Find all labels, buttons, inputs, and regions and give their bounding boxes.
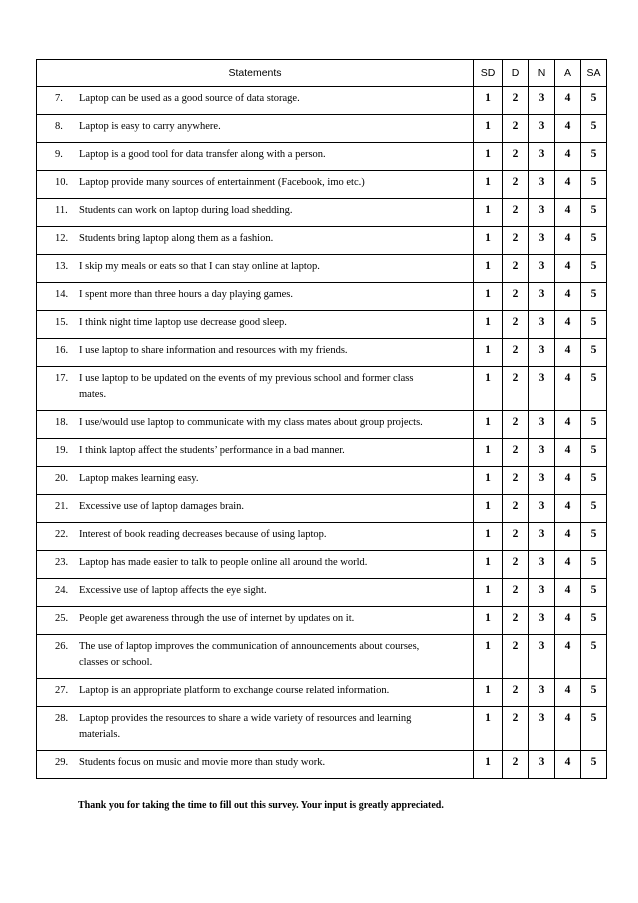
statement-cell [37,311,474,339]
rating-n-cell[interactable]: 3 [529,411,555,439]
statement-text: Excessive use of laptop damages brain. [79,501,245,512]
statement-number: 11. [55,205,68,216]
rating-d-cell[interactable]: 2 [503,339,529,367]
rating-sd-cell[interactable]: 1 [474,283,503,311]
sa-header: SA [581,60,607,87]
statement-cell [37,143,474,171]
rating-n-cell[interactable]: 3 [529,523,555,551]
statement-number: 21. [55,501,69,512]
table-row [37,227,607,255]
statement-number: 29. [55,757,69,768]
rating-sa-cell[interactable]: 5 [581,199,607,227]
statement-cell [37,523,474,551]
rating-sd-cell[interactable]: 1 [474,495,503,523]
rating-n-cell[interactable]: 3 [529,115,555,143]
statement-text: Students bring laptop along them as a fashion. [79,233,274,244]
n-header: N [529,60,555,87]
statement-cell [37,707,474,751]
rating-a-cell[interactable]: 4 [555,707,581,751]
rating-n-cell[interactable]: 3 [529,607,555,635]
rating-n-cell[interactable]: 3 [529,467,555,495]
thank-you-note: Thank you for taking the time to fill out this survey. Your input is greatly appreciated. [78,800,444,811]
rating-sa-cell[interactable]: 5 [581,551,607,579]
statement-text: Laptop can be used as a good source of data storage. [79,93,300,104]
rating-d-cell[interactable]: 2 [503,143,529,171]
rating-sd-cell[interactable]: 1 [474,171,503,199]
table-row [37,199,607,227]
statement-number: 28. [55,713,69,724]
statement-text-continued: classes or school. [79,657,153,668]
statement-text: Laptop has made easier to talk to people online all around the world. [79,557,368,568]
statement-text: Laptop provides the resources to share a wide variety of resources and learning [79,713,412,724]
table-header-row [37,60,607,87]
statement-cell [37,495,474,523]
rating-a-cell[interactable]: 4 [555,523,581,551]
table-row [37,467,607,495]
rating-a-cell[interactable]: 4 [555,495,581,523]
rating-sd-cell[interactable]: 1 [474,87,503,115]
rating-n-cell[interactable]: 3 [529,367,555,411]
rating-sa-cell[interactable]: 5 [581,339,607,367]
rating-a-cell[interactable]: 4 [555,367,581,411]
rating-a-cell[interactable]: 4 [555,411,581,439]
statement-text: Excessive use of laptop affects the eye sight. [79,585,267,596]
statement-text: I use laptop to be updated on the events of my previous school and former class [79,373,414,384]
rating-a-cell[interactable]: 4 [555,551,581,579]
statement-text: Laptop is easy to carry anywhere. [79,121,221,132]
table-row [37,143,607,171]
rating-sd-cell[interactable]: 1 [474,635,503,679]
rating-sd-cell[interactable]: 1 [474,227,503,255]
rating-n-cell[interactable]: 3 [529,339,555,367]
rating-sd-cell[interactable]: 1 [474,439,503,467]
a-header: A [555,60,581,87]
rating-d-cell[interactable]: 2 [503,495,529,523]
statement-number: 18. [55,417,69,428]
rating-sa-cell[interactable]: 5 [581,579,607,607]
statement-number: 16. [55,345,69,356]
statement-number: 25. [55,613,69,624]
rating-sa-cell[interactable]: 5 [581,439,607,467]
statement-number: 23. [55,557,69,568]
rating-d-cell[interactable]: 2 [503,439,529,467]
rating-d-cell[interactable]: 2 [503,679,529,707]
rating-sd-cell[interactable]: 1 [474,143,503,171]
table-row [37,679,607,707]
rating-sa-cell[interactable]: 5 [581,115,607,143]
rating-sd-cell[interactable]: 1 [474,551,503,579]
rating-d-cell[interactable]: 2 [503,579,529,607]
rating-n-cell[interactable]: 3 [529,87,555,115]
rating-a-cell[interactable]: 4 [555,171,581,199]
statement-number: 12. [55,233,69,244]
statement-number: 7. [55,93,63,104]
rating-sa-cell[interactable]: 5 [581,87,607,115]
rating-sa-cell[interactable]: 5 [581,523,607,551]
statement-cell [37,227,474,255]
statement-text: Laptop makes learning easy. [79,473,199,484]
rating-n-cell[interactable]: 3 [529,495,555,523]
statement-cell [37,579,474,607]
statement-text: I think laptop affect the students’ performance in a bad manner. [79,445,345,456]
statement-number: 27. [55,685,69,696]
rating-a-cell[interactable]: 4 [555,311,581,339]
survey-body [37,87,607,779]
rating-sa-cell[interactable]: 5 [581,171,607,199]
statement-text: I spent more than three hours a day playing games. [79,289,294,300]
rating-d-cell[interactable]: 2 [503,411,529,439]
table-row [37,87,607,115]
statement-text: Laptop provide many sources of entertainment (Facebook, imo etc.) [79,177,365,188]
rating-n-cell[interactable]: 3 [529,707,555,751]
rating-d-cell[interactable]: 2 [503,551,529,579]
rating-d-cell[interactable]: 2 [503,227,529,255]
rating-a-cell[interactable]: 4 [555,679,581,707]
statement-cell [37,87,474,115]
rating-n-cell[interactable]: 3 [529,311,555,339]
statement-number: 9. [55,149,63,160]
statement-number: 17. [55,373,69,384]
rating-sa-cell[interactable]: 5 [581,255,607,283]
statement-number: 20. [55,473,69,484]
rating-n-cell[interactable]: 3 [529,227,555,255]
statement-cell [37,439,474,467]
d-header: D [503,60,529,87]
rating-a-cell[interactable]: 4 [555,635,581,679]
rating-d-cell[interactable]: 2 [503,635,529,679]
rating-n-cell[interactable]: 3 [529,255,555,283]
rating-sa-cell[interactable]: 5 [581,227,607,255]
statement-text-continued: mates. [79,389,107,400]
rating-d-cell[interactable]: 2 [503,707,529,751]
rating-n-cell[interactable]: 3 [529,679,555,707]
statement-cell [37,339,474,367]
rating-a-cell[interactable]: 4 [555,227,581,255]
table-row [37,311,607,339]
rating-n-cell[interactable]: 3 [529,199,555,227]
sd-header: SD [474,60,503,87]
table-row [37,115,607,143]
rating-sd-cell[interactable]: 1 [474,523,503,551]
statement-text: Interest of book reading decreases because of using laptop. [79,529,327,540]
statement-cell [37,283,474,311]
table-row [37,579,607,607]
rating-a-cell[interactable]: 4 [555,255,581,283]
rating-sa-cell[interactable]: 5 [581,607,607,635]
statement-number: 8. [55,121,63,132]
statement-cell [37,751,474,779]
statement-text: I skip my meals or eats so that I can stay online at laptop. [79,261,320,272]
table-row [37,523,607,551]
rating-sa-cell[interactable]: 5 [581,495,607,523]
statement-text: The use of laptop improves the communication of announcements about courses, [79,641,420,652]
rating-d-cell[interactable]: 2 [503,367,529,411]
statement-cell [37,199,474,227]
statement-text: I think night time laptop use decrease good sleep. [79,317,287,328]
table-row [37,255,607,283]
rating-n-cell[interactable]: 3 [529,579,555,607]
statement-cell [37,635,474,679]
statement-text: Laptop is an appropriate platform to exchange course related information. [79,685,390,696]
statement-cell [37,411,474,439]
table-row [37,283,607,311]
table-row [37,495,607,523]
rating-sd-cell[interactable]: 1 [474,607,503,635]
rating-sa-cell[interactable]: 5 [581,679,607,707]
rating-n-cell[interactable]: 3 [529,143,555,171]
table-row [37,635,607,679]
statement-cell [37,551,474,579]
rating-sa-cell[interactable]: 5 [581,411,607,439]
survey-table [36,59,607,779]
table-row [37,367,607,411]
statement-cell [37,467,474,495]
statements-header: Statements [37,60,474,87]
statement-cell [37,255,474,283]
rating-sa-cell[interactable]: 5 [581,751,607,779]
rating-d-cell[interactable]: 2 [503,523,529,551]
rating-sd-cell[interactable]: 1 [474,339,503,367]
rating-d-cell[interactable]: 2 [503,283,529,311]
rating-sd-cell[interactable]: 1 [474,367,503,411]
rating-d-cell[interactable]: 2 [503,171,529,199]
statement-text-continued: materials. [79,729,121,740]
rating-sa-cell[interactable]: 5 [581,467,607,495]
statement-number: 19. [55,445,69,456]
rating-n-cell[interactable]: 3 [529,751,555,779]
statement-number: 10. [55,177,69,188]
table-row [37,411,607,439]
rating-sd-cell[interactable]: 1 [474,467,503,495]
rating-a-cell[interactable]: 4 [555,143,581,171]
rating-sd-cell[interactable]: 1 [474,679,503,707]
rating-d-cell[interactable]: 2 [503,311,529,339]
statement-number: 13. [55,261,69,272]
table-row [37,439,607,467]
rating-sd-cell[interactable]: 1 [474,311,503,339]
rating-d-cell[interactable]: 2 [503,87,529,115]
rating-sd-cell[interactable]: 1 [474,751,503,779]
rating-a-cell[interactable]: 4 [555,339,581,367]
rating-a-cell[interactable]: 4 [555,283,581,311]
rating-sa-cell[interactable]: 5 [581,143,607,171]
rating-sa-cell[interactable]: 5 [581,311,607,339]
rating-a-cell[interactable]: 4 [555,439,581,467]
rating-sd-cell[interactable]: 1 [474,199,503,227]
statement-cell [37,607,474,635]
rating-d-cell[interactable]: 2 [503,115,529,143]
statement-text: People get awareness through the use of internet by updates on it. [79,613,355,624]
statement-text: Students can work on laptop during load shedding. [79,205,293,216]
rating-sd-cell[interactable]: 1 [474,579,503,607]
rating-n-cell[interactable]: 3 [529,283,555,311]
rating-d-cell[interactable]: 2 [503,467,529,495]
statement-text: Students focus on music and movie more than study work. [79,757,326,768]
rating-sa-cell[interactable]: 5 [581,367,607,411]
statement-text: Laptop is a good tool for data transfer along with a person. [79,149,326,160]
statement-cell [37,115,474,143]
rating-n-cell[interactable]: 3 [529,551,555,579]
rating-d-cell[interactable]: 2 [503,199,529,227]
statement-text: I use/would use laptop to communicate with my class mates about group projects. [79,417,423,428]
rating-d-cell[interactable]: 2 [503,607,529,635]
rating-d-cell[interactable]: 2 [503,255,529,283]
rating-sd-cell[interactable]: 1 [474,411,503,439]
rating-sa-cell[interactable]: 5 [581,283,607,311]
rating-a-cell[interactable]: 4 [555,199,581,227]
table-row [37,551,607,579]
rating-sd-cell[interactable]: 1 [474,255,503,283]
statement-cell [37,367,474,411]
rating-sd-cell[interactable]: 1 [474,707,503,751]
table-row [37,751,607,779]
rating-sd-cell[interactable]: 1 [474,115,503,143]
rating-a-cell[interactable]: 4 [555,579,581,607]
statement-number: 14. [55,289,69,300]
rating-n-cell[interactable]: 3 [529,171,555,199]
rating-a-cell[interactable]: 4 [555,607,581,635]
rating-sa-cell[interactable]: 5 [581,707,607,751]
statement-cell [37,171,474,199]
rating-d-cell[interactable]: 2 [503,751,529,779]
rating-a-cell[interactable]: 4 [555,115,581,143]
rating-n-cell[interactable]: 3 [529,635,555,679]
table-row [37,707,607,751]
table-row [37,339,607,367]
statement-number: 22. [55,529,69,540]
rating-a-cell[interactable]: 4 [555,467,581,495]
statement-number: 26. [55,641,69,652]
statement-cell [37,679,474,707]
rating-a-cell[interactable]: 4 [555,87,581,115]
rating-sa-cell[interactable]: 5 [581,635,607,679]
table-row [37,171,607,199]
table-row [37,607,607,635]
rating-a-cell[interactable]: 4 [555,751,581,779]
statement-text: I use laptop to share information and resources with my friends. [79,345,348,356]
statement-number: 15. [55,317,69,328]
rating-n-cell[interactable]: 3 [529,439,555,467]
statement-number: 24. [55,585,69,596]
